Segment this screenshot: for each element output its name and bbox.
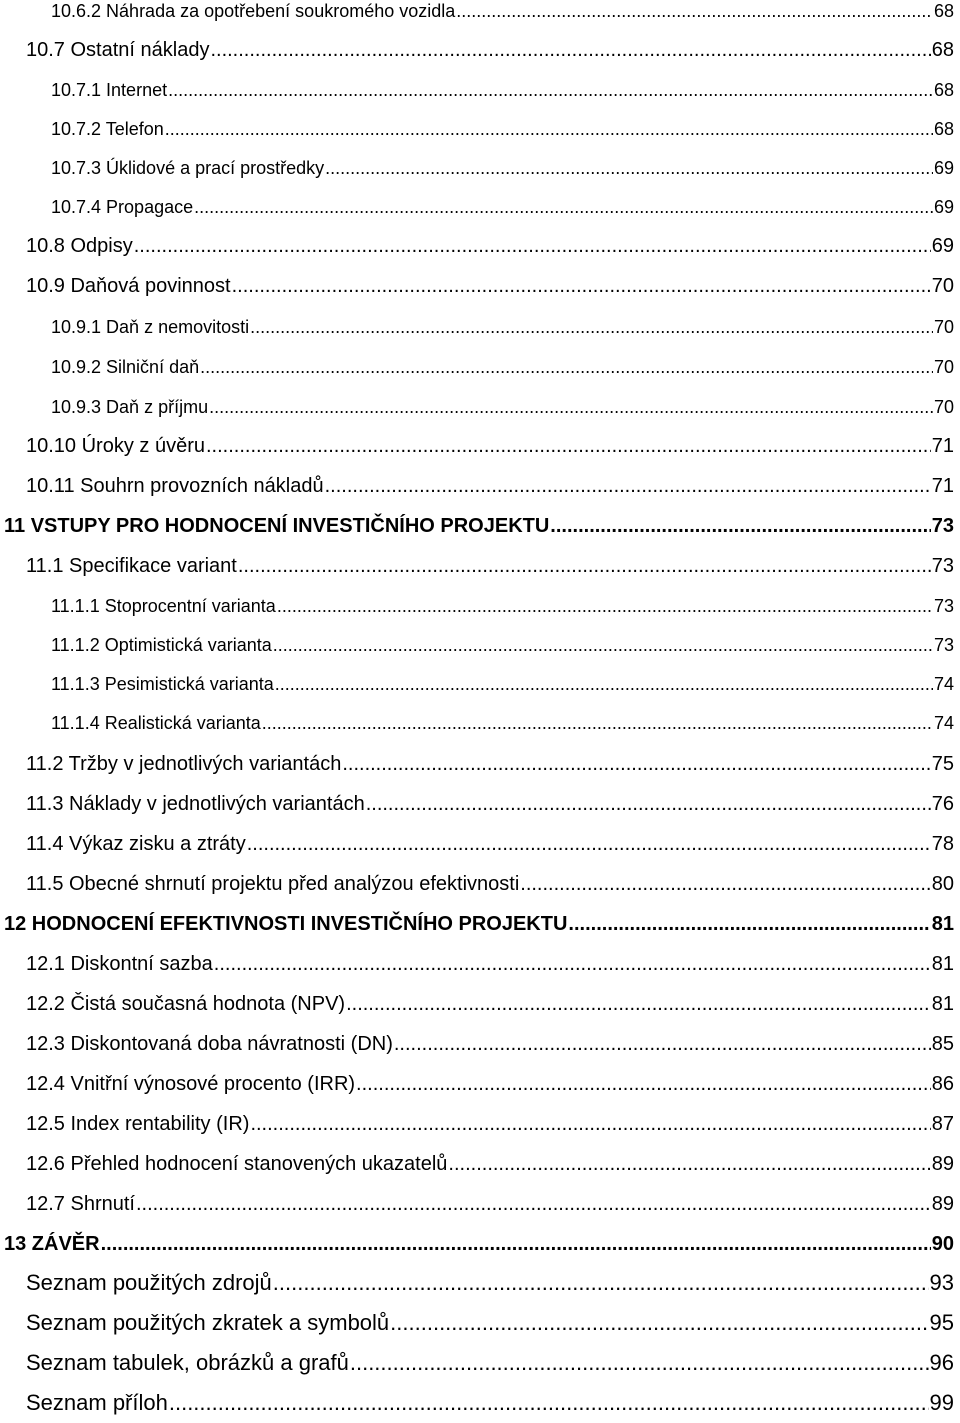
toc-entry-page-number: 96 xyxy=(929,1350,954,1375)
toc-entry[interactable] xyxy=(51,198,954,216)
toc-entry-label: 12.3 Diskontovaná doba návratnosti (DN) xyxy=(26,1033,393,1055)
toc-entry-page-number: 86 xyxy=(931,1073,954,1095)
toc-entry-label: 12.4 Vnitřní výnosové procento (IRR) xyxy=(26,1073,356,1095)
toc-entry-page-number: 74 xyxy=(933,713,954,733)
toc-entry-label: Seznam použitých zkratek a symbolů xyxy=(26,1310,390,1335)
toc-entry-page-number: 68 xyxy=(933,119,954,139)
dot-leader xyxy=(366,794,931,814)
dot-leader xyxy=(448,1154,930,1174)
toc-entry-page-number: 78 xyxy=(931,833,954,855)
toc-entry-label: Seznam příloh xyxy=(26,1390,168,1415)
toc-entry[interactable] xyxy=(26,1352,954,1374)
dot-leader xyxy=(206,436,931,456)
toc-entry-label: Seznam použitých zdrojů xyxy=(26,1270,272,1295)
toc-chapter-entry[interactable] xyxy=(4,1234,954,1254)
dot-leader xyxy=(210,40,930,60)
dot-leader xyxy=(238,556,931,576)
toc-entry[interactable] xyxy=(26,476,954,496)
toc-entry-page-number: 75 xyxy=(931,753,954,775)
toc-entry[interactable] xyxy=(51,81,954,99)
toc-entry-page-number: 99 xyxy=(929,1390,954,1415)
dot-leader xyxy=(214,954,931,974)
dot-leader xyxy=(394,1034,931,1054)
toc-entry-page-number: 85 xyxy=(931,1033,954,1055)
toc-entry-page-number: 81 xyxy=(931,913,954,935)
toc-entry-label: 11.1 Specifikace variant xyxy=(26,555,237,577)
toc-entry-page-number: 80 xyxy=(931,873,954,895)
dot-leader xyxy=(275,675,933,693)
toc-entry-page-number: 90 xyxy=(931,1233,954,1255)
toc-entry[interactable] xyxy=(51,2,954,20)
toc-entry-label: 10.7.3 Úklidové a prací prostředky xyxy=(51,158,325,178)
toc-entry[interactable] xyxy=(51,398,954,416)
toc-entry-label: 11.1.2 Optimistická varianta xyxy=(51,635,272,655)
toc-entry-label: 12.7 Shrnutí xyxy=(26,1193,135,1215)
toc-entry[interactable] xyxy=(51,636,954,654)
toc-entry[interactable] xyxy=(26,276,954,296)
toc-entry-label: 10.8 Odpisy xyxy=(26,235,133,257)
toc-entry-page-number: 69 xyxy=(933,197,954,217)
toc-entry-label: 10.9.3 Daň z příjmu xyxy=(51,397,209,417)
dot-leader xyxy=(350,1352,929,1374)
toc-entry[interactable] xyxy=(26,874,954,894)
toc-entry-page-number: 71 xyxy=(931,435,954,457)
toc-entry-label: 11.1.4 Realistická varianta xyxy=(51,713,261,733)
dot-leader xyxy=(262,714,933,732)
toc-entry[interactable] xyxy=(26,834,954,854)
toc-entry-label: 11.5 Obecné shrnutí projektu před analýzou efektivnosti xyxy=(26,873,520,895)
toc-entry-page-number: 71 xyxy=(931,475,954,497)
dot-leader xyxy=(250,1114,930,1134)
toc-entry-page-number: 93 xyxy=(929,1270,954,1295)
toc-entry-page-number: 68 xyxy=(931,39,954,61)
toc-entry-page-number: 74 xyxy=(933,674,954,694)
toc-entry-label: 10.7 Ostatní náklady xyxy=(26,39,210,61)
dot-leader xyxy=(356,1074,931,1094)
toc-entry-page-number: 70 xyxy=(933,397,954,417)
dot-leader xyxy=(390,1312,928,1334)
toc-chapter-entry[interactable] xyxy=(4,914,954,934)
toc-entry[interactable] xyxy=(51,714,954,732)
dot-leader xyxy=(101,1234,931,1254)
toc-entry-page-number: 89 xyxy=(931,1193,954,1215)
toc-entry-label: 11.3 Náklady v jednotlivých variantách xyxy=(26,793,365,815)
toc-chapter-entry[interactable] xyxy=(4,516,954,536)
dot-leader xyxy=(520,874,930,894)
toc-entry-page-number: 73 xyxy=(933,635,954,655)
toc-entry[interactable] xyxy=(26,1074,954,1094)
toc-entry-page-number: 73 xyxy=(931,515,954,537)
dot-leader xyxy=(325,159,933,177)
toc-entry-label: 11.1.3 Pesimistická varianta xyxy=(51,674,274,694)
toc-entry[interactable] xyxy=(26,1272,954,1294)
toc-entry-label: 11.1.1 Stoprocentní varianta xyxy=(51,596,276,616)
toc-entry-label: 10.9.2 Silniční daň xyxy=(51,357,200,377)
toc-entry[interactable] xyxy=(26,1154,954,1174)
toc-entry[interactable] xyxy=(51,597,954,615)
toc-entry[interactable] xyxy=(26,236,954,256)
toc-entry[interactable] xyxy=(51,318,954,336)
toc-entry-label: 11.4 Výkaz zisku a ztráty xyxy=(26,833,246,855)
toc-entry-label: 12.2 Čistá současná hodnota (NPV) xyxy=(26,993,346,1015)
toc-entry[interactable] xyxy=(26,1114,954,1134)
dot-leader xyxy=(134,236,931,256)
toc-entry[interactable] xyxy=(51,120,954,138)
toc-entry-page-number: 69 xyxy=(931,235,954,257)
toc-entry-page-number: 70 xyxy=(931,275,954,297)
toc-entry-page-number: 76 xyxy=(931,793,954,815)
dot-leader xyxy=(342,754,930,774)
toc-entry-label: 10.9.1 Daň z nemovitosti xyxy=(51,317,250,337)
dot-leader xyxy=(200,358,933,376)
toc-entry-page-number: 73 xyxy=(931,555,954,577)
toc-entry[interactable] xyxy=(26,954,954,974)
toc-entry-label: 11 VSTUPY PRO HODNOCENÍ INVESTIČNÍHO PROJEKTU xyxy=(4,515,550,537)
dot-leader xyxy=(277,597,933,615)
dot-leader xyxy=(550,516,930,536)
toc-entry-label: Seznam tabulek, obrázků a grafů xyxy=(26,1350,349,1375)
toc-entry[interactable] xyxy=(26,794,954,814)
toc-entry-label: 10.10 Úroky z úvěru xyxy=(26,435,205,457)
toc-entry-label: 10.7.1 Internet xyxy=(51,80,168,100)
toc-entry-label: 10.7.4 Propagace xyxy=(51,197,194,217)
toc-entry-page-number: 70 xyxy=(933,317,954,337)
toc-entry[interactable] xyxy=(26,436,954,456)
toc-entry-label: 10.9 Daňová povinnost xyxy=(26,275,231,297)
toc-entry-label: 12.1 Diskontní sazba xyxy=(26,953,213,975)
toc-entry-page-number: 68 xyxy=(933,1,954,21)
toc-entry[interactable] xyxy=(26,754,954,774)
dot-leader xyxy=(169,1392,929,1414)
toc-entry-page-number: 69 xyxy=(933,158,954,178)
toc-entry-label: 12 HODNOCENÍ EFEKTIVNOSTI INVESTIČNÍHO PROJEKTU xyxy=(4,913,568,935)
toc-entry-label: 12.6 Přehled hodnocení stanovených ukazatelů xyxy=(26,1153,448,1175)
toc-entry-page-number: 87 xyxy=(931,1113,954,1135)
toc-entry-label: 10.11 Souhrn provozních nákladů xyxy=(26,475,324,497)
dot-leader xyxy=(456,2,933,20)
toc-entry[interactable] xyxy=(26,556,954,576)
dot-leader xyxy=(250,318,933,336)
dot-leader xyxy=(273,1272,929,1294)
toc-entry-label: 11.2 Tržby v jednotlivých variantách xyxy=(26,753,342,775)
dot-leader xyxy=(325,476,931,496)
dot-leader xyxy=(209,398,933,416)
toc-entry-label: 10.7.2 Telefon xyxy=(51,119,164,139)
toc-entry[interactable] xyxy=(26,1034,954,1054)
dot-leader xyxy=(273,636,933,654)
dot-leader xyxy=(165,120,933,138)
toc-entry-page-number: 70 xyxy=(933,357,954,377)
toc-entry[interactable] xyxy=(26,1392,954,1414)
toc-entry-page-number: 81 xyxy=(931,953,954,975)
dot-leader xyxy=(568,914,930,934)
toc-entry-page-number: 73 xyxy=(933,596,954,616)
toc-entry[interactable] xyxy=(51,358,954,376)
dot-leader xyxy=(232,276,931,296)
toc-entry-page-number: 68 xyxy=(933,80,954,100)
dot-leader xyxy=(168,81,933,99)
dot-leader xyxy=(346,994,931,1014)
toc-entry-page-number: 89 xyxy=(931,1153,954,1175)
toc-entry-page-number: 81 xyxy=(931,993,954,1015)
toc-entry[interactable] xyxy=(51,675,954,693)
toc-entry-label: 10.6.2 Náhrada za opotřebení soukromého vozidla xyxy=(51,1,456,21)
toc-entry[interactable] xyxy=(26,994,954,1014)
toc-entry-label: 13 ZÁVĚR xyxy=(4,1233,100,1255)
toc-entry[interactable] xyxy=(51,159,954,177)
dot-leader xyxy=(247,834,931,854)
toc-entry[interactable] xyxy=(26,40,954,60)
toc-entry[interactable] xyxy=(26,1194,954,1214)
toc-entry[interactable] xyxy=(26,1312,954,1334)
toc-entry-page-number: 95 xyxy=(929,1310,954,1335)
toc-entry-label: 12.5 Index rentability (IR) xyxy=(26,1113,250,1135)
dot-leader xyxy=(136,1194,931,1214)
dot-leader xyxy=(194,198,933,216)
